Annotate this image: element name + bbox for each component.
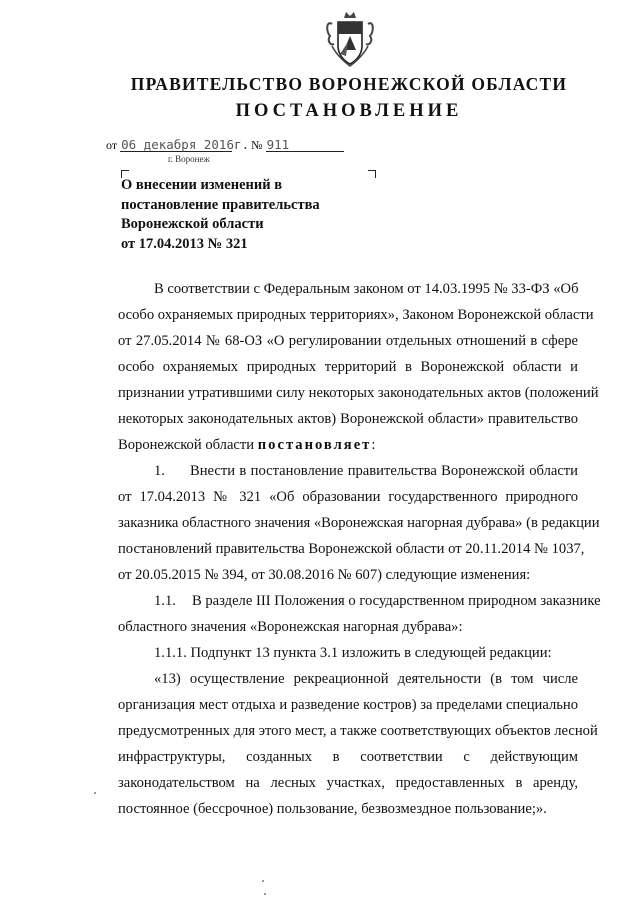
quote-line: предусмотренных для этого мест, а также соответствующих объектов лесной — [118, 723, 598, 739]
date-number-row — [106, 137, 344, 153]
coat-of-arms-icon — [324, 10, 376, 68]
scan-speck — [262, 880, 264, 882]
quote-line: законодательством на лесных участках, предоставленных в аренду, — [118, 775, 578, 791]
item-1-1-first-line — [118, 593, 601, 610]
body-line: постановлений правительства Воронежской области от 20.11.2014 № 1037, — [118, 541, 585, 557]
quote-line: инфраструктуры, созданных в соответствии с действующим — [118, 749, 578, 765]
item-1-first-line — [118, 463, 578, 480]
body-line: от 20.05.2015 № 394, от 30.08.2016 № 607) следующие изменения: — [118, 567, 531, 583]
body-line: признании утратившими силу некоторых законодательных актов (положений — [118, 385, 599, 401]
body-line: особо охраняемых природных территорий в Воронежской области и — [118, 359, 578, 375]
body-line: особо охраняемых природных территориях», Законом Воронежской области — [118, 307, 594, 323]
quote-line: «13) осуществление рекреационной деятельности (в том числе — [154, 671, 578, 687]
subject-line: О внесении изменений в — [121, 177, 283, 193]
body-line: от 17.04.2013 № 321 «Об образовании государственного природного — [118, 489, 578, 505]
number-prefix: № — [251, 138, 263, 152]
document-number: 911 — [266, 138, 344, 152]
item-number: 1.1. — [154, 593, 176, 609]
item-1-1-1: 1.1.1. Подпункт 13 пункта 3.1 изложить в следующей редакции: — [154, 645, 552, 661]
body-line: от 27.05.2014 № 68-ОЗ «О регулировании отдельных отношений в сфере — [118, 333, 578, 349]
subject-line: Воронежской области — [121, 216, 264, 232]
item-text: Внести в постановление правительства Воронежской области — [190, 463, 578, 479]
authority-title: ПРАВИТЕЛЬСТВО ВОРОНЕЖСКОЙ ОБЛАСТИ — [130, 74, 568, 94]
quote-line: постоянное (бессрочное) пользование, безвозмездное пользование;». — [118, 801, 547, 817]
document-type: ПОСТАНОВЛЕНИЕ — [235, 101, 463, 121]
subject-line: постановление правительства — [121, 196, 320, 213]
body-line: заказника областного значения «Воронежская нагорная дубрава» (в редакции — [118, 515, 600, 531]
preamble-end: Воронежской области — [118, 437, 255, 453]
item-number: 1. — [154, 463, 165, 479]
quote-line: организация мест отдыха и разведение костров) за пределами специально — [118, 697, 578, 713]
scan-speck — [94, 792, 96, 794]
scan-speck — [264, 893, 266, 895]
city: г. Воронеж — [168, 154, 210, 164]
document-date: 06 декабря 2016 — [121, 137, 234, 152]
subject-line: от 17.04.2013 № 321 — [121, 235, 248, 252]
body-line: некоторых законодательных актов) Воронежской области» правительство — [118, 411, 578, 427]
decree-colon: : — [371, 437, 376, 453]
preamble-end-line — [118, 437, 578, 454]
year-suffix: г. — [234, 137, 250, 152]
date-prefix: от — [106, 138, 118, 152]
document-subject — [121, 176, 381, 254]
body-line: областного значения «Воронежская нагорная дубрава»: — [118, 619, 463, 635]
body-line: В соответствии с Федеральным законом от 14.03.1995 № 33-ФЗ «Об — [154, 281, 579, 297]
decree-word: постановляет — [257, 437, 372, 453]
item-text: В разделе III Положения о государственном природном заказнике — [192, 593, 601, 609]
